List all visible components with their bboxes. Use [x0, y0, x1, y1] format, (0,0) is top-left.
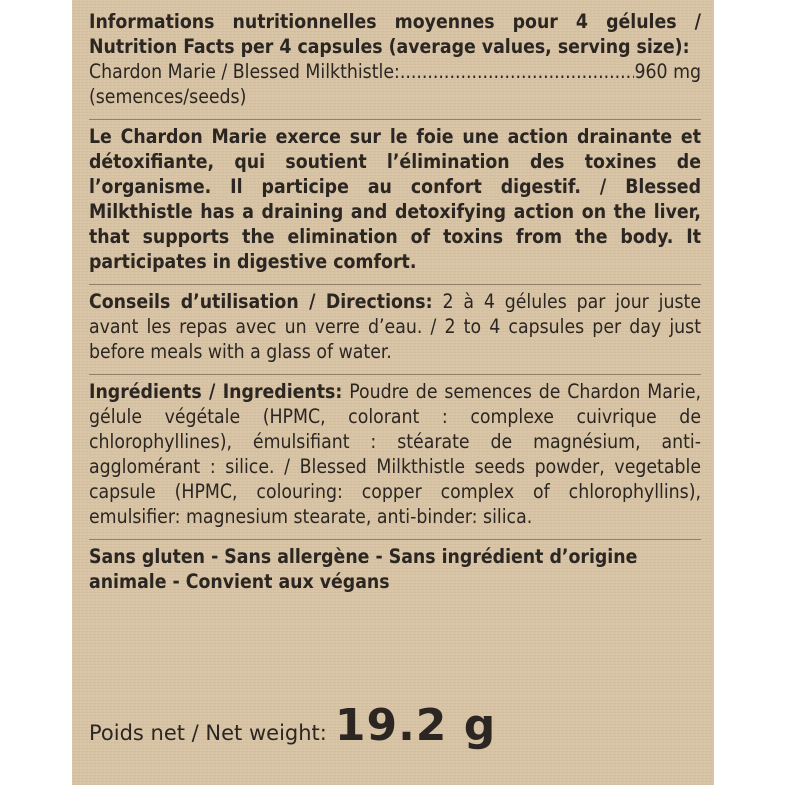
- net-weight-label: Poids net / Net weight:: [89, 721, 327, 745]
- divider: [89, 109, 701, 120]
- label-panel: [72, 0, 714, 785]
- directions-text: 2 à 4 gélules par jour juste avant les repas avec un verre d’eau. / 2 to 4 capsules per day just before meals with a glass of water.: [89, 290, 702, 363]
- ingredients-label: Ingrédients / Ingredients:: [89, 380, 343, 403]
- label-content: [89, 9, 701, 594]
- nutrition-ingredient-amount: 960 mg: [634, 60, 701, 83]
- directions-section: [89, 289, 701, 364]
- nutrition-ingredient-note: (semences/seeds): [89, 85, 247, 108]
- divider: [89, 274, 701, 285]
- nutrition-ingredient-name: Chardon Marie / Blessed Milkthistle:: [89, 60, 400, 83]
- ingredients-text: Poudre de semences de Chardon Marie, gélule végétale (HPMC, colorant : complexe cuivrique de chlorophyllines), émulsifiant : stéarate de magnésium, anti-agglomérant : silice. / Blessed Milkthistle seeds powder, vegetable capsule (HPMC, colouring: copper complex of chlorophyllins), emulsifier: magnesium stearate, anti-binder: silica.: [89, 380, 701, 528]
- net-weight: [89, 700, 496, 751]
- divider: [89, 529, 701, 540]
- nutrition-heading: Informations nutritionnelles moyennes pour 4 gélules / Nutrition Facts per 4 capsules (average values, serving size):: [89, 10, 701, 58]
- ingredients-section: [89, 379, 701, 529]
- dot-leader: [400, 59, 635, 84]
- directions-label: Conseils d’utilisation / Directions:: [89, 290, 433, 313]
- claims-section: Sans gluten - Sans allergène - Sans ingrédient d’origine animale - Convient aux végans: [89, 545, 638, 593]
- description-section: Le Chardon Marie exerce sur le foie une action drainante et détoxifiante, qui soutient l’élimination des toxines de l’organisme. Il participe au confort digestif. / Blessed Milkthistle has a draining and detoxifying action on the liver, that supports the elimination of toxins from the body. It participates in digestive comfort.: [89, 125, 701, 273]
- nutrition-row: [89, 59, 701, 84]
- nutrition-section: [89, 9, 701, 109]
- net-weight-value: 19.2 g: [334, 700, 497, 751]
- divider: [89, 364, 701, 375]
